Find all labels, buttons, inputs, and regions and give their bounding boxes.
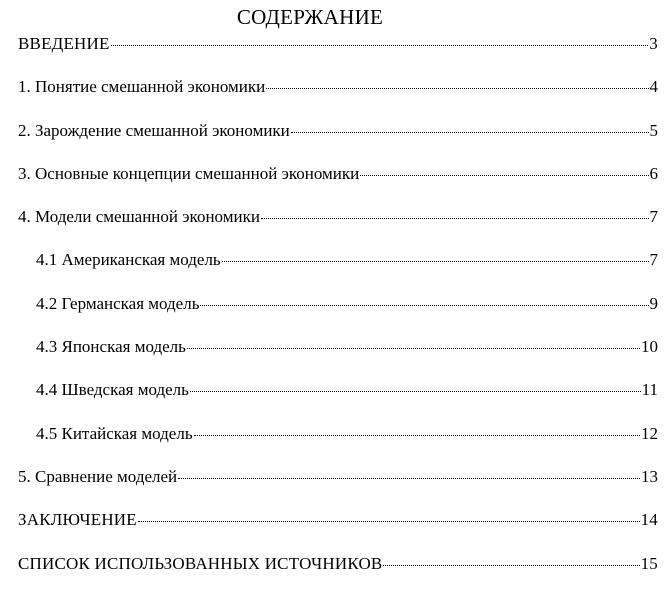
dot-leader xyxy=(111,44,649,46)
toc-entry-references[interactable] xyxy=(18,553,658,596)
toc-entry-section-4-1[interactable] xyxy=(18,249,658,292)
dot-leader xyxy=(222,260,649,262)
toc-page-number: 11 xyxy=(641,380,658,400)
toc-entry-chapter-5[interactable] xyxy=(18,466,658,509)
toc-list xyxy=(18,33,658,596)
toc-entry-section-4-4[interactable] xyxy=(18,379,658,422)
toc-entry-text: 4.3 Японская модель xyxy=(36,337,186,357)
dot-leader xyxy=(291,131,649,133)
toc-entry-section-4-3[interactable] xyxy=(18,336,658,379)
toc-page-number: 6 xyxy=(649,163,658,183)
toc-entry-text: 4. Модели смешанной экономики xyxy=(18,207,260,227)
toc-page-number: 13 xyxy=(641,466,658,486)
toc-entry-text: ЗАКЛЮЧЕНИЕ xyxy=(18,510,137,530)
toc-page-number: 9 xyxy=(649,293,658,313)
toc-entry-section-4-2[interactable] xyxy=(18,293,658,336)
dot-leader xyxy=(178,477,640,479)
toc-entry-text: 4.4 Шведская модель xyxy=(36,380,189,400)
toc-page-number: 12 xyxy=(641,423,658,443)
dot-leader xyxy=(138,520,640,522)
toc-entry-text: ВВЕДЕНИЕ xyxy=(18,34,110,53)
toc-page-number: 4 xyxy=(649,77,658,97)
toc-entry-text: 2. Зарождение смешанной экономики xyxy=(18,120,290,140)
dot-leader xyxy=(190,390,641,392)
toc-page-number: 7 xyxy=(649,250,658,270)
dot-leader xyxy=(194,434,640,436)
dot-leader xyxy=(383,564,639,566)
toc-entry-text: 5. Сравнение моделей xyxy=(18,466,178,486)
toc-entry-text: СПИСОК ИСПОЛЬЗОВАННЫХ ИСТОЧНИКОВ xyxy=(18,553,383,573)
toc-entry-chapter-1[interactable] xyxy=(18,76,658,119)
toc-page-number: 3 xyxy=(649,34,658,53)
toc-entry-chapter-2[interactable] xyxy=(18,120,658,163)
toc-page-number: 7 xyxy=(649,207,658,227)
dot-leader xyxy=(266,87,648,89)
toc-entry-chapter-4[interactable] xyxy=(18,206,658,249)
dot-leader xyxy=(200,304,648,306)
toc-entry-text: 3. Основные концепции смешанной экономики xyxy=(18,163,360,183)
dot-leader xyxy=(261,217,649,219)
toc-page-number: 5 xyxy=(649,120,658,140)
toc-entry-section-4-5[interactable] xyxy=(18,423,658,466)
toc-entry-text: 1. Понятие смешанной экономики xyxy=(18,77,266,97)
dot-leader xyxy=(360,174,648,176)
toc-entry-conclusion[interactable] xyxy=(18,509,658,552)
dot-leader xyxy=(187,347,640,349)
toc-entry-introduction[interactable] xyxy=(18,33,658,76)
toc-page-number: 15 xyxy=(640,553,658,573)
toc-page-number: 10 xyxy=(641,337,658,357)
toc-entry-text: 4.5 Китайская модель xyxy=(36,423,193,443)
toc-entry-text: 4.2 Германская модель xyxy=(36,293,200,313)
toc-entry-text: 4.1 Американская модель xyxy=(36,250,221,270)
toc-page-number: 14 xyxy=(640,510,658,530)
toc-entry-chapter-3[interactable] xyxy=(18,163,658,206)
toc-title: СОДЕРЖАНИЕ xyxy=(236,5,384,29)
